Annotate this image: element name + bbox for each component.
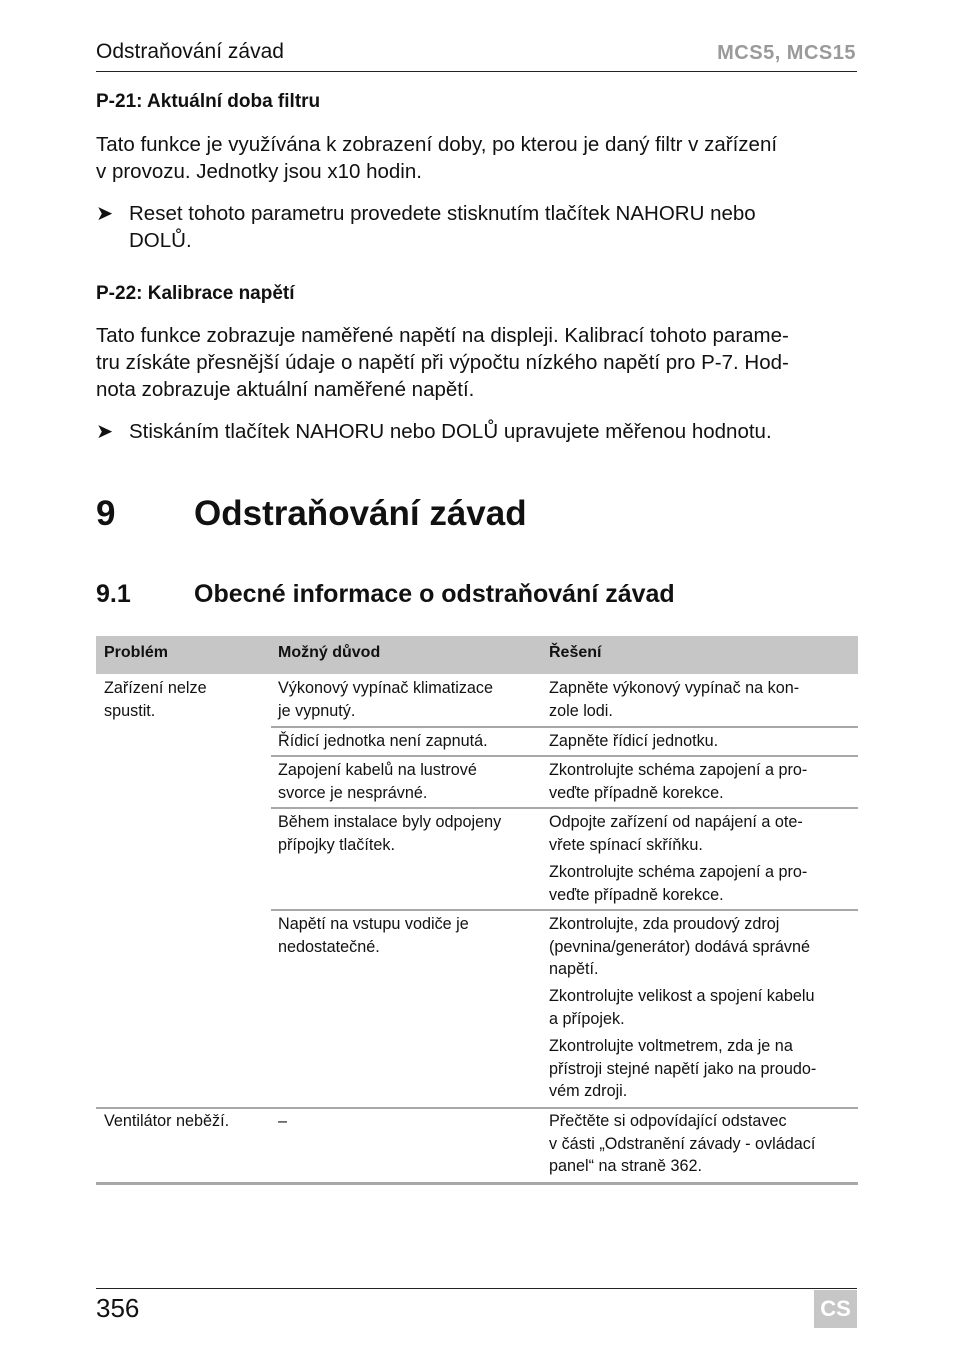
cell-line: Zkontrolujte schéma zapojení a pro- bbox=[549, 863, 808, 881]
running-header-title: Odstraňování závad bbox=[96, 40, 284, 63]
cell-line: je vypnutý. bbox=[278, 701, 356, 720]
cell-line: zole lodi. bbox=[549, 701, 613, 720]
cell-line: Přečtěte si odpovídající odstavec bbox=[549, 1112, 787, 1130]
cell-line: veďte případně korekce. bbox=[549, 783, 724, 802]
paragraph-p21 bbox=[96, 131, 860, 185]
bullet-line: Reset tohoto parametru provedete stisknutím tlačítek NAHORU nebo bbox=[129, 202, 756, 225]
col-header-solution: Řešení bbox=[549, 644, 602, 661]
table-header-row bbox=[96, 636, 858, 674]
page-number: 356 bbox=[96, 1293, 140, 1323]
col-header-cause: Možný důvod bbox=[278, 644, 381, 661]
cell-line: – bbox=[278, 1112, 288, 1130]
cell-line: (pevnina/generátor) dodává správné bbox=[549, 937, 810, 956]
cell-line: spustit. bbox=[104, 701, 156, 720]
cell-line: Zapojení kabelů na lustrové bbox=[278, 761, 477, 779]
cell-line: a přípojek. bbox=[549, 1009, 625, 1028]
running-header-model: MCS5, MCS15 bbox=[717, 42, 856, 64]
cell-line: Zkontrolujte schéma zapojení a pro- bbox=[549, 761, 808, 779]
cell-line: vém zdroji. bbox=[549, 1082, 628, 1100]
solution-cell bbox=[549, 1035, 816, 1103]
cell-line: Napětí na vstupu vodiče je bbox=[278, 915, 469, 933]
row-divider bbox=[271, 909, 858, 911]
cell-line: přípojky tlačítek. bbox=[278, 835, 395, 854]
arrow-bullet-icon: ➤ bbox=[96, 420, 114, 443]
cell-line: Zapněte řídicí jednotku. bbox=[549, 732, 719, 750]
para-line: v provozu. Jednotky jsou x10 hodin. bbox=[96, 160, 422, 183]
cause-cell bbox=[278, 730, 488, 753]
row-divider bbox=[271, 726, 858, 728]
cell-line: Ventilátor neběží. bbox=[104, 1112, 230, 1130]
problem-cell bbox=[104, 677, 207, 722]
cell-line: napětí. bbox=[549, 960, 599, 978]
cause-cell bbox=[278, 759, 477, 804]
cause-cell bbox=[278, 1110, 287, 1133]
cell-line: vřete spínací skříňku. bbox=[549, 835, 703, 854]
paragraph-p22 bbox=[96, 322, 860, 403]
solution-cell bbox=[549, 985, 814, 1030]
bullet-line: DOLŮ. bbox=[129, 229, 192, 252]
cell-line: Zapněte výkonový vypínač na kon- bbox=[549, 679, 800, 697]
bullet-line: Stiskáním tlačítek NAHORU nebo DOLŮ upravujete měřenou hodnotu. bbox=[129, 420, 772, 443]
para-line: Tato funkce je využívána k zobrazení doby, po kterou je daný filtr v zařízení bbox=[96, 133, 778, 156]
cause-cell bbox=[278, 913, 469, 958]
table-bottom-border bbox=[96, 1182, 858, 1185]
chapter-title: Odstraňování závad bbox=[194, 494, 527, 533]
para-line: Tato funkce zobrazuje naměřené napětí na displeji. Kalibrací tohoto parame- bbox=[96, 324, 789, 347]
section-title-p22: P-22: Kalibrace napětí bbox=[96, 283, 295, 304]
cause-cell bbox=[278, 677, 493, 722]
col-header-problem: Problém bbox=[104, 644, 169, 661]
cell-line: Zkontrolujte velikost a spojení kabelu bbox=[549, 987, 815, 1005]
cell-line: Zkontrolujte, zda proudový zdroj bbox=[549, 915, 780, 933]
cell-line: v části „Odstranění závady - ovládací bbox=[549, 1134, 816, 1153]
cell-line: svorce je nesprávné. bbox=[278, 783, 428, 802]
subchapter-number: 9.1 bbox=[96, 580, 131, 608]
cell-line: Během instalace byly odpojeny bbox=[278, 813, 502, 831]
solution-cell bbox=[549, 1110, 815, 1178]
row-divider bbox=[96, 1107, 858, 1109]
para-line: tru získáte přesnější údaje o napětí při výpočtu nízkého napětí pro P-7. Hod- bbox=[96, 351, 789, 374]
arrow-bullet-icon: ➤ bbox=[96, 202, 114, 225]
chapter-number: 9 bbox=[96, 494, 116, 533]
cell-line: panel“ na straně 362. bbox=[549, 1157, 702, 1175]
solution-cell bbox=[549, 913, 810, 981]
bullet-p22 bbox=[96, 418, 860, 445]
row-divider bbox=[271, 755, 858, 757]
solution-cell bbox=[549, 759, 807, 804]
cell-line: nedostatečné. bbox=[278, 937, 380, 956]
cell-line: Řídicí jednotka není zapnutá. bbox=[278, 732, 488, 750]
cell-line: přístroji stejné napětí jako na proudo- bbox=[549, 1059, 817, 1078]
subchapter-title: Obecné informace o odstraňování závad bbox=[194, 580, 675, 608]
solution-cell bbox=[549, 677, 799, 722]
language-badge: CS bbox=[814, 1290, 857, 1328]
solution-cell bbox=[549, 861, 807, 906]
solution-cell bbox=[549, 811, 803, 856]
cause-cell bbox=[278, 811, 501, 856]
bullet-p21 bbox=[96, 200, 860, 254]
cell-line: Zařízení nelze bbox=[104, 679, 207, 697]
header-divider bbox=[96, 71, 857, 72]
solution-cell bbox=[549, 730, 718, 753]
row-divider bbox=[271, 807, 858, 809]
problem-cell bbox=[104, 1110, 229, 1133]
para-line: nota zobrazuje aktuální naměřené napětí. bbox=[96, 378, 475, 401]
section-title-p21: P-21: Aktuální doba filtru bbox=[96, 91, 321, 112]
cell-line: Výkonový vypínač klimatizace bbox=[278, 679, 494, 697]
footer-divider bbox=[96, 1288, 857, 1289]
cell-line: Zkontrolujte voltmetrem, zda je na bbox=[549, 1037, 793, 1055]
cell-line: veďte případně korekce. bbox=[549, 885, 724, 904]
cell-line: Odpojte zařízení od napájení a ote- bbox=[549, 813, 803, 831]
